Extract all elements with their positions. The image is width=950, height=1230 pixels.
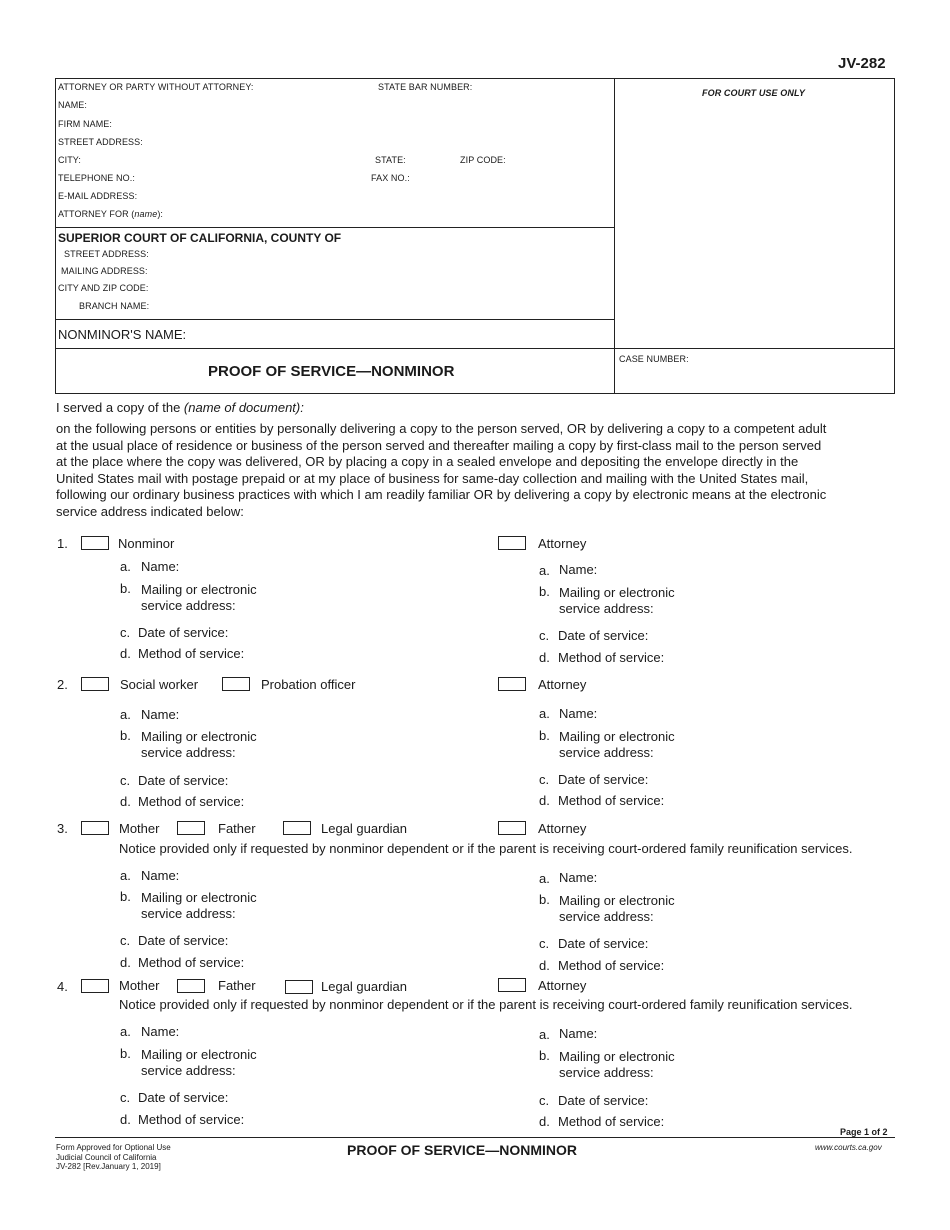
date-field-label: Date of service: [138, 625, 229, 640]
item-4-attorney-label: Attorney [538, 978, 587, 993]
item-4-father-label: Father [218, 978, 256, 993]
name-field-label: Name: [141, 868, 180, 883]
item-4-mother-checkbox[interactable] [81, 979, 109, 993]
field-d: d. [539, 1114, 550, 1129]
field-b: b. [120, 728, 131, 743]
item-3-number: 3. [57, 821, 68, 836]
date-field-label: Date of service: [138, 1090, 229, 1105]
date-field-label: Date of service: [558, 772, 649, 787]
court-use-label: FOR COURT USE ONLY [702, 88, 805, 98]
paragraph-line: at the usual place of residence or business of the person served and thereafter mailing a copy by first-class mail to the person served [56, 437, 822, 453]
form-number: JV-282 [838, 55, 886, 72]
paragraph-line: United States mail with postage prepaid or at my place of business for same-day collection and mailing with the United States mail, [56, 470, 809, 486]
item-3-notice: Notice provided only if requested by nonminor dependent or if the parent is receiving court-ordered family reunification services. [119, 841, 853, 856]
mailing-field-label-2: service address: [559, 909, 654, 924]
item-3-mother-checkbox[interactable] [81, 821, 109, 835]
field-b: b. [539, 892, 550, 907]
mailing-field-label: Mailing or electronic [559, 893, 675, 908]
name-field-label: Name: [559, 706, 598, 721]
footer-url[interactable]: www.courts.ca.gov [815, 1143, 882, 1152]
mailing-field-label-2: service address: [559, 601, 654, 616]
field-c: c. [120, 933, 131, 948]
method-field-label: Method of service: [138, 955, 245, 970]
field-a: a. [120, 707, 131, 722]
city-label: CITY: [58, 155, 82, 165]
field-c: c. [539, 772, 550, 787]
served-label [56, 400, 304, 415]
email-label: E-MAIL ADDRESS: [58, 191, 138, 201]
field-c: c. [120, 1090, 131, 1105]
item-4-attorney-checkbox[interactable] [498, 978, 526, 992]
title-divider [55, 348, 895, 349]
item-2-attorney-label: Attorney [538, 677, 587, 692]
method-field-label: Method of service: [558, 793, 665, 808]
field-b: b. [120, 889, 131, 904]
item-3-attorney-checkbox[interactable] [498, 821, 526, 835]
mailing-field-label: Mailing or electronic [141, 1047, 257, 1062]
attorney-for-label [58, 209, 163, 219]
footer-rev: JV-282 [Rev.January 1, 2019] [56, 1162, 161, 1171]
item-1-attorney-label: Attorney [538, 536, 587, 551]
name-field-label: Name: [141, 1024, 180, 1039]
method-field-label: Method of service: [138, 794, 245, 809]
service-paragraph [56, 421, 926, 521]
item-3-mother-label: Mother [119, 821, 160, 836]
paragraph-line: service address indicated below: [56, 503, 244, 519]
item-2-number: 2. [57, 677, 68, 692]
method-field-label: Method of service: [558, 1114, 665, 1129]
item-3-legal-guardian-label: Legal guardian [321, 821, 408, 836]
field-a: a. [120, 868, 131, 883]
mailing-field-label: Mailing or electronic [559, 1049, 675, 1064]
street-label: STREET ADDRESS: [58, 137, 143, 147]
probation-officer-label: Probation officer [261, 677, 356, 692]
attorney-for-end: ): [157, 209, 164, 219]
item-3-father-checkbox[interactable] [177, 821, 205, 835]
mailing-field-label: Mailing or electronic [141, 729, 257, 744]
field-b: b. [120, 1046, 131, 1061]
field-a: a. [539, 563, 550, 578]
method-field-label: Method of service: [558, 650, 665, 665]
field-c: c. [539, 936, 550, 951]
mailing-field-label: Mailing or electronic [559, 585, 675, 600]
footer-title: PROOF OF SERVICE—NONMINOR [347, 1142, 577, 1158]
court-branch-label: BRANCH NAME: [79, 301, 150, 311]
paragraph-line: at the place where the copy was delivered, OR by placing a copy in a sealed envelope and depositing the envelope directly in the [56, 454, 799, 470]
field-b: b. [120, 581, 131, 596]
field-a: a. [539, 871, 550, 886]
mailing-field-label-2: service address: [141, 906, 236, 921]
attorney-label: ATTORNEY OR PARTY WITHOUT ATTORNEY: [58, 82, 254, 92]
footer-rule [55, 1137, 895, 1138]
field-c: c. [539, 628, 550, 643]
attorney-for-text: ATTORNEY FOR ( [58, 209, 135, 219]
field-b: b. [539, 1048, 550, 1063]
case-number-label: CASE NUMBER: [619, 354, 689, 364]
field-d: d. [120, 955, 131, 970]
nonminor-label: Nonminor [118, 536, 175, 551]
name-field-label: Name: [141, 559, 180, 574]
mailing-field-label-2: service address: [141, 745, 236, 760]
mailing-field-label-2: service address: [559, 1065, 654, 1080]
field-b: b. [539, 584, 550, 599]
zip-label: ZIP CODE: [460, 155, 506, 165]
mailing-field-label: Mailing or electronic [559, 729, 675, 744]
court-city-label: CITY AND ZIP CODE: [58, 283, 149, 293]
attorney-for-name: name [134, 209, 158, 219]
mailing-field-label-2: service address: [559, 745, 654, 760]
date-field-label: Date of service: [138, 773, 229, 788]
footer-council: Judicial Council of California [56, 1152, 157, 1162]
nonminor-checkbox[interactable] [81, 536, 109, 550]
served-text: I served a copy of the [56, 400, 184, 415]
social-worker-label: Social worker [120, 677, 199, 692]
field-c: c. [539, 1093, 550, 1108]
firm-label: FIRM NAME: [58, 119, 112, 129]
nonminor-name-label: NONMINOR'S NAME: [58, 327, 187, 342]
name-field-label: Name: [559, 1026, 598, 1041]
nonminor-divider [55, 319, 615, 320]
field-c: c. [120, 773, 131, 788]
date-field-label: Date of service: [558, 936, 649, 951]
field-d: d. [120, 1112, 131, 1127]
state-bar-label: STATE BAR NUMBER: [378, 82, 473, 92]
field-d: d. [539, 650, 550, 665]
item-4-father-checkbox[interactable] [177, 979, 205, 993]
field-a: a. [120, 559, 131, 574]
item-4-notice: Notice provided only if requested by nonminor dependent or if the parent is receiving court-ordered family reunification services. [119, 997, 853, 1012]
item-3-legal-guardian-checkbox[interactable] [283, 821, 311, 835]
item-4-mother-label: Mother [119, 978, 160, 993]
item-3-father-label: Father [218, 821, 256, 836]
social-worker-checkbox[interactable] [81, 677, 109, 691]
method-field-label: Method of service: [558, 958, 665, 973]
field-d: d. [539, 793, 550, 808]
item-4-legal-guardian-checkbox[interactable] [285, 980, 313, 994]
name-field-label: Name: [559, 870, 598, 885]
field-d: d. [539, 958, 550, 973]
state-label: STATE: [375, 155, 406, 165]
fax-label: FAX NO.: [371, 173, 410, 183]
field-d: d. [120, 794, 131, 809]
item-3-attorney-label: Attorney [538, 821, 587, 836]
field-b: b. [539, 728, 550, 743]
mailing-field-label-2: service address: [141, 598, 236, 613]
date-field-label: Date of service: [558, 628, 649, 643]
field-a: a. [539, 1027, 550, 1042]
item-4-number: 4. [57, 979, 68, 994]
caption-divider [614, 78, 615, 394]
court-divider [55, 227, 615, 228]
footer-info [56, 1143, 171, 1172]
name-label: NAME: [58, 100, 88, 110]
footer-approved: Form Approved for Optional Use [56, 1143, 171, 1152]
item-4-legal-guardian-label: Legal guardian [321, 979, 408, 994]
telephone-label: TELEPHONE NO.: [58, 173, 135, 183]
field-d: d. [120, 646, 131, 661]
item-2-attorney-checkbox[interactable] [498, 677, 526, 691]
field-a: a. [120, 1024, 131, 1039]
court-title: SUPERIOR COURT OF CALIFORNIA, COUNTY OF [58, 231, 342, 245]
mailing-field-label: Mailing or electronic [141, 890, 257, 905]
mailing-field-label: Mailing or electronic [141, 582, 257, 597]
page-number: Page 1 of 2 [840, 1127, 888, 1137]
form-title: PROOF OF SERVICE—NONMINOR [208, 363, 455, 380]
method-field-label: Method of service: [138, 1112, 245, 1127]
court-street-label: STREET ADDRESS: [64, 249, 149, 259]
date-field-label: Date of service: [558, 1093, 649, 1108]
probation-officer-checkbox[interactable] [222, 677, 250, 691]
field-c: c. [120, 625, 131, 640]
date-field-label: Date of service: [138, 933, 229, 948]
method-field-label: Method of service: [138, 646, 245, 661]
mailing-field-label-2: service address: [141, 1063, 236, 1078]
served-italic: (name of document): [183, 400, 304, 415]
item-1-number: 1. [57, 536, 68, 551]
paragraph-line: on the following persons or entities by personally delivering a copy to the person served, OR by delivering a copy to a competent adult [56, 421, 827, 436]
name-field-label: Name: [141, 707, 180, 722]
name-field-label: Name: [559, 562, 598, 577]
paragraph-line: following our ordinary business practices with which I am readily familiar OR by delivering a copy by electronic means at the electronic [56, 487, 827, 503]
field-a: a. [539, 706, 550, 721]
item-1-attorney-checkbox[interactable] [498, 536, 526, 550]
court-mailing-label: MAILING ADDRESS: [61, 266, 148, 276]
